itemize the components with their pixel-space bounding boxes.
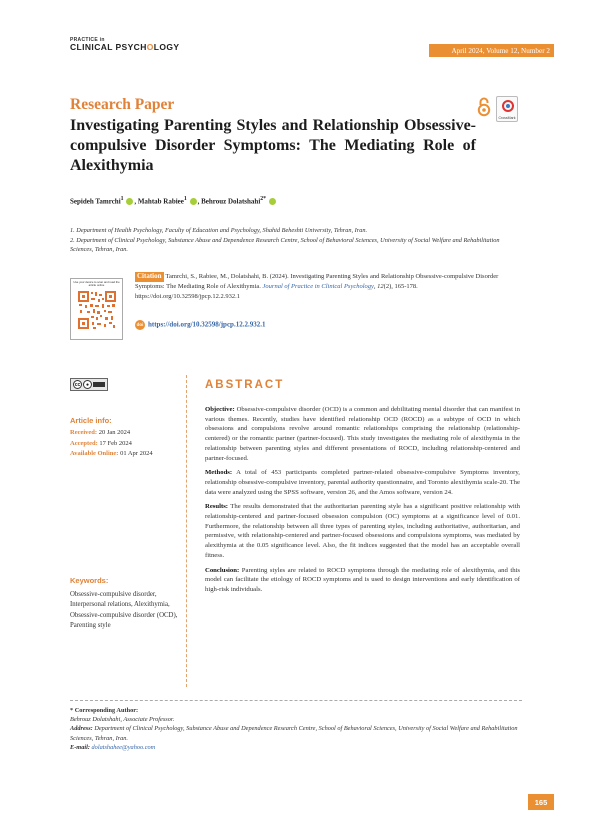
received-date: Received: 20 Jan 2024 — [70, 429, 131, 436]
footnote-rule — [70, 700, 522, 701]
author-list: Sepideh Tamrchi$^1$ , Mahtab Rabiee$^1$ , Behrouz Dolatshahi$^{2*}$ — [70, 196, 277, 206]
online-date: Available Online: 01 Apr 2024 — [70, 450, 153, 457]
abstract-objective: Objective: Obsessive-compulsive disorder (OCD) is a common and debilitating mental disorder that can manifest in various themes. Recently, studies have identified relationship OCD (ROCD) as a subtype of OCD in which obsessions and compulsions revolve around romantic relationships comprising the relationship (relationship-centered) or the romantic partner (partner-focused). This study investigates the mediating role of alexithymia in the relationship between parenting styles and different presentations of ROCD, including relationship-centered and partner-focused. — [205, 406, 520, 462]
author-name: Mahtab Rabiee — [137, 197, 184, 206]
open-access-icon — [477, 97, 491, 117]
affiliation-item: 1. Department of Health Psychology, Faculty of Education and Psychology, Shahid Beheshti University, Tehran, Iran. — [70, 227, 368, 234]
corresponding-email: E-mail: dolatshahee@yahoo.com — [70, 743, 156, 751]
accepted-date: Accepted: 17 Feb 2024 — [70, 439, 132, 447]
issue-banner: April 2024, Volume 12, Number 2 — [429, 44, 554, 57]
abstract-methods: Methods: A total of 453 participants completed partner-related obsessive-compulsive Symptoms inventory, relationship obsessive-compulsive inventory, parental authority questionnaire, and Toronto alexithymia scale-20. The data were analyzed using the SPSS software, version 26, and the Amos software, version 24. — [205, 469, 520, 496]
doi-link[interactable]: doi https://doi.org/10.32598/jpcp.12.2.932.1 — [136, 320, 266, 329]
doi-icon: doi — [135, 320, 145, 330]
page-number: 165 — [528, 794, 554, 810]
crossmark-icon[interactable]: CrossMark — [496, 96, 518, 122]
corresponding-heading: * Corresponding Author: — [70, 707, 139, 714]
cc-license-icon[interactable]: cc ● — [70, 378, 108, 391]
journal-logo-top: PRACTICE in — [70, 37, 105, 43]
abstract-conclusion: Conclusion: Parenting styles are related to ROCD symptoms through the mediating role of alexithymia, and this model can facilitate the etiology of ROCD symptoms and is used to design interventions and early identification of high-risk individuals. — [205, 566, 521, 593]
citation-journal-link[interactable]: Journal of Practice in Clinical Psychology — [262, 282, 374, 290]
keywords-list: Obsessive-compulsive disorder, Interpersonal relations, Alexithymia, Obsessive-compulsive disorder (OCD), Parenting style — [70, 591, 178, 630]
corresponding-name: Behrouz Dolatshahi, Associate Professor. — [70, 716, 175, 724]
citation-label: Citation — [137, 272, 162, 280]
column-divider — [186, 375, 187, 687]
affiliations — [70, 226, 520, 255]
orcid-icon[interactable] — [126, 198, 133, 205]
journal-logo-main: CLINICAL PSYCHOLOGY — [70, 42, 180, 52]
journal-logo — [70, 38, 179, 52]
abstract-results: Results: The results demonstrated that the authoritarian parenting style has a significant positive relationship with relationship-centered and partner-focused obsession compulsion (OC) symptoms at a significance level of 0.01. Furthermore, the relationship between all three types of parenting styles, including authoritative, authoritarian, and permissive, with relationship-centered and partner-focused obsessions and compulsions symptoms, was mediated by alexithymia at the 0.05 significance level. Also, the fit indices suggested that the model has an acceptable overall fitness. — [205, 503, 520, 559]
qr-caption: Use your device to scan and read the article online — [73, 280, 120, 288]
author-name: Sepideh Tamrchi — [70, 197, 121, 206]
qr-code-icon — [77, 290, 117, 330]
orcid-icon[interactable] — [190, 198, 197, 205]
article-type: Research Paper — [70, 96, 175, 113]
qr-code-box[interactable] — [70, 278, 123, 340]
article-dates — [70, 428, 153, 460]
abstract-heading: ABSTRACT — [205, 379, 285, 391]
abstract-body — [205, 405, 520, 600]
article-info-heading: Article info: — [70, 416, 112, 425]
keywords-heading: Keywords: — [70, 576, 109, 585]
email-link[interactable]: dolatshahee@yahoo.com — [91, 743, 156, 751]
corresponding-author — [70, 706, 522, 752]
affiliation-item: 2. Department of Clinical Psychology, Substance Abuse and Dependence Research Centre, School of Behavioral Sciences, University of Social Welfare and Rehabilitation Sciences, Tehran, Iran. — [70, 236, 500, 253]
corresponding-address: Address: Department of Clinical Psychology, Substance Abuse and Dependence Research Centre, School of Behavioral Sciences, University of Social Welfare and Rehabilitation Sciences, Tehran, Iran. — [70, 725, 518, 742]
orcid-icon[interactable] — [269, 198, 276, 205]
author-name: Behrouz Dolatshahi — [201, 197, 261, 206]
citation: Citation Tamrchi, S., Rabiee, M., Dolatshahi, B. (2024). Investigating Parenting Styles and Relationship Obsessive-compulsive Disorder Symptoms: The Mediating Role of Alexithymia. Journal of Practice in Clinical Psychology, 12(2), 165-178. https://doi.org/10.32598/jpcp.12.2.932.1 — [135, 272, 499, 300]
paper-title: Investigating Parenting Styles and Relationship Obsessive-compulsive Disorder Symptoms: The Mediating Role of Alexithymia — [70, 117, 476, 174]
